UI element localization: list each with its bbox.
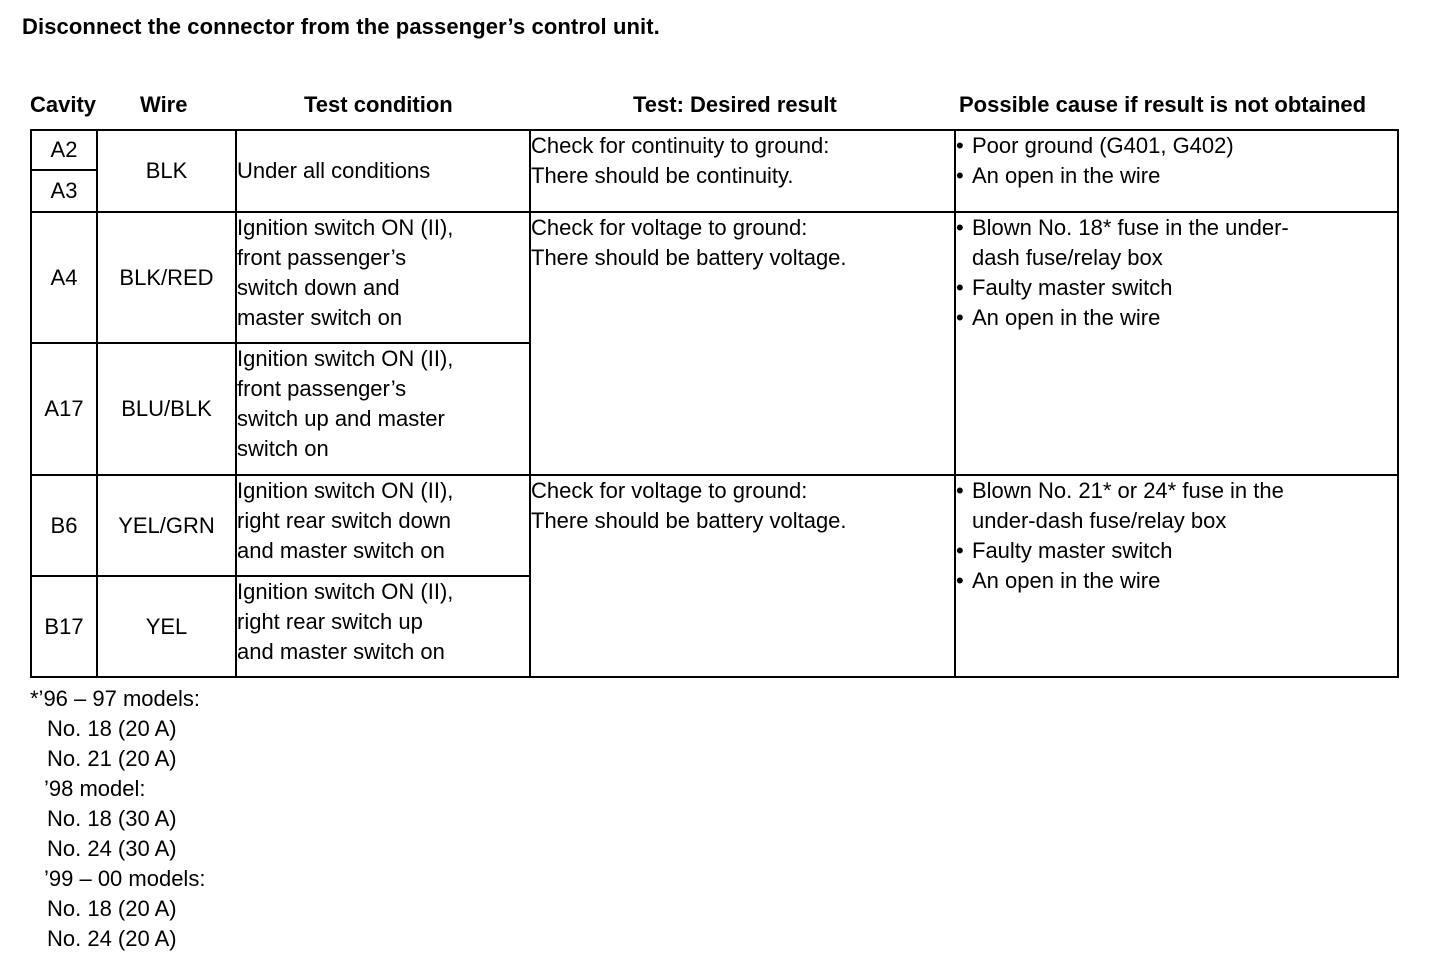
cause-cell [955,475,1398,677]
condition-cell [236,576,530,677]
wire-cell: BLU/BLK [97,343,236,475]
wire-cell: BLK [97,130,236,212]
header-desired-result: Test: Desired result [633,92,837,117]
result-line: Check for continuity to ground: [531,133,830,158]
result-line: There should be battery voltage. [531,245,847,270]
cavity-cell: A2 [31,130,97,170]
cause-line: dash fuse/relay box [972,245,1163,270]
table-row [31,475,1398,576]
table-row [31,212,1398,343]
list-item: • Faulty master switch [956,536,1397,566]
footnote-item: No. 24 (20 A) [47,926,177,951]
list-item: • Faulty master switch [956,273,1397,303]
result-cell [530,212,955,475]
condition-line: Ignition switch ON (II), [237,346,454,371]
fuse-footnote [30,684,205,954]
list-item [956,476,1397,536]
condition-line: switch on [237,436,329,461]
intro-instruction: Disconnect the connector from the passenger’s control unit. [22,14,660,39]
condition-line: front passenger’s [237,376,407,401]
result-cell [530,475,955,677]
cause-cell [955,212,1398,475]
result-line: There should be battery voltage. [531,508,847,533]
cause-list [956,131,1397,191]
condition-line: and master switch on [237,639,445,664]
cavity-cell: B6 [31,475,97,576]
footnote-heading: ’98 model: [44,776,146,801]
condition-line: master switch on [237,305,403,330]
diagnosis-table [30,129,1399,678]
footnote-heading: ’99 – 00 models: [44,866,206,891]
result-line: There should be continuity. [531,163,794,188]
condition-cell [236,343,530,475]
footnote-item: No. 18 (20 A) [47,896,177,921]
cavity-cell: A17 [31,343,97,475]
condition-cell: Under all conditions [236,130,530,212]
condition-cell [236,475,530,576]
footnote-item: No. 24 (30 A) [47,836,177,861]
list-item: • An open in the wire [956,566,1397,596]
result-line: Check for voltage to ground: [531,478,808,503]
condition-line: right rear switch up [237,609,423,634]
cavity-cell: A3 [31,170,97,212]
list-item: • An open in the wire [956,303,1397,333]
cause-cell [955,130,1398,212]
header-cavity: Cavity [30,92,97,117]
header-test-condition: Test condition [304,92,453,117]
cause-list [956,213,1397,333]
condition-line: Ignition switch ON (II), [237,478,454,503]
condition-line: switch up and master [237,406,445,431]
wire-cell: BLK/RED [97,212,236,343]
wire-cell: YEL/GRN [97,475,236,576]
cause-list [956,476,1397,596]
condition-line: Ignition switch ON (II), [237,579,454,604]
cavity-cell: A4 [31,212,97,343]
condition-line: right rear switch down [237,508,451,533]
header-possible-cause: Possible cause if result is not obtained [959,92,1367,117]
footnote-heading: *’96 – 97 models: [30,686,200,711]
condition-line: and master switch on [237,538,445,563]
cause-line: under-dash fuse/relay box [972,508,1227,533]
footnote-item: No. 21 (20 A) [47,746,177,771]
result-line: Check for voltage to ground: [531,215,808,240]
condition-cell [236,212,530,343]
list-item [956,213,1397,273]
cause-line: • Blown No. 21* or 24* fuse in the [972,478,1284,503]
condition-line: Ignition switch ON (II), [237,215,454,240]
list-item: • An open in the wire [956,161,1397,191]
cause-line: • Blown No. 18* fuse in the under- [972,215,1289,240]
footnote-item: No. 18 (20 A) [47,716,177,741]
wire-cell: YEL [97,576,236,677]
condition-line: front passenger’s [237,245,407,270]
header-wire: Wire [140,92,188,117]
result-cell [530,130,955,212]
list-item: • Poor ground (G401, G402) [956,131,1397,161]
footnote-item: No. 18 (30 A) [47,806,177,831]
cavity-cell: B17 [31,576,97,677]
table-row [31,130,1398,170]
condition-line: switch down and [237,275,400,300]
